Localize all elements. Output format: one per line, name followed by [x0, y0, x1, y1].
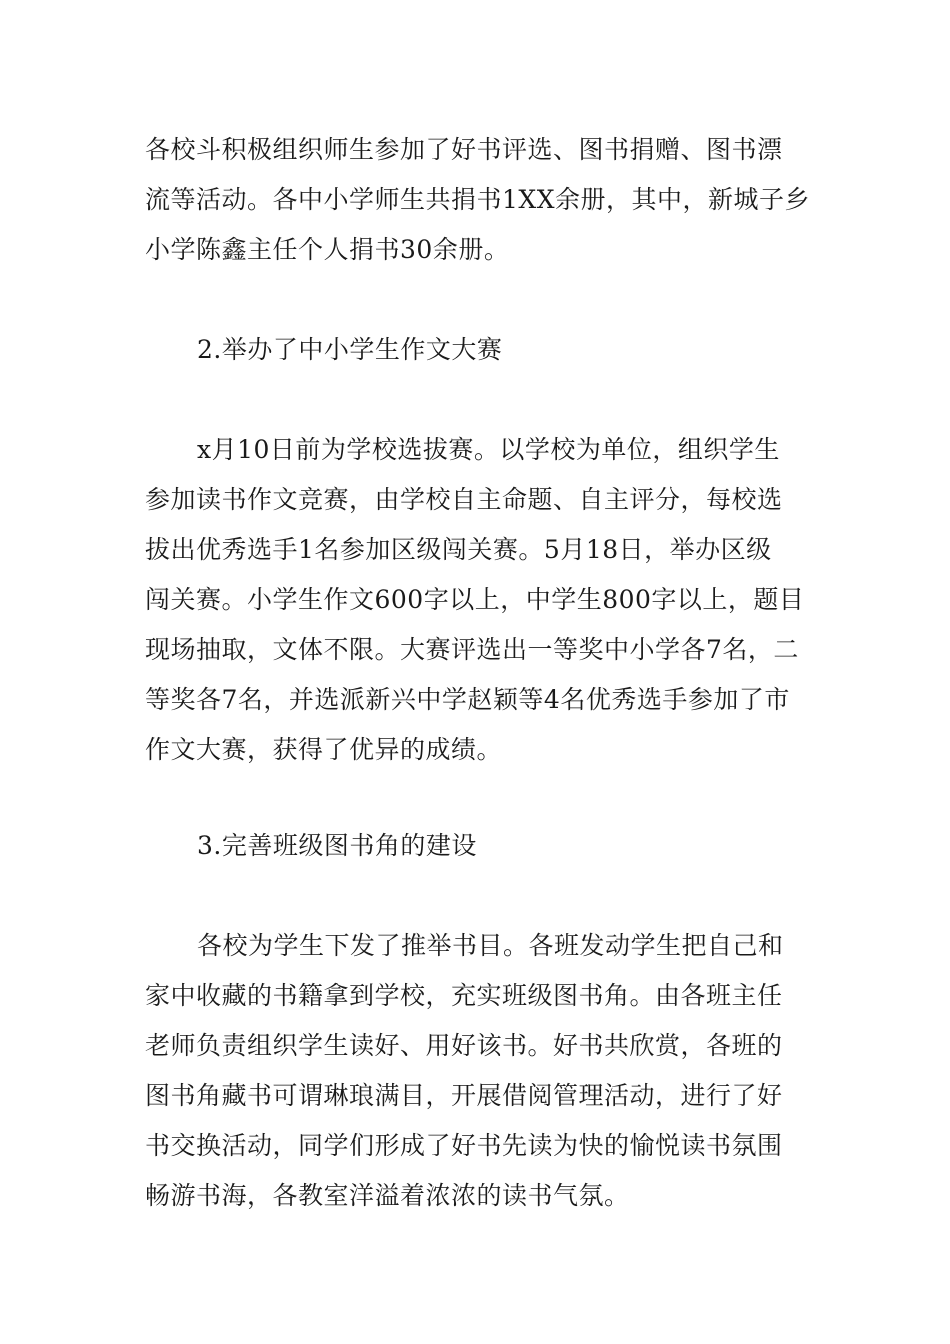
paragraph-1-line-3: 小学陈鑫主任个人捐书30余册。 — [145, 235, 510, 264]
paragraph-2-line-7: 作文大赛，获得了优异的成绩。 — [145, 735, 503, 764]
paragraph-3-line-6: 畅游书海，各教室洋溢着浓浓的读书气氛。 — [145, 1181, 630, 1210]
paragraph-2-line-1: x月10日前为学校选拔赛。以学校为单位，组织学生 — [197, 435, 780, 464]
paragraph-1-line-1: 各校斗积极组织师生参加了好书评选、图书捐赠、图书漂 — [145, 135, 783, 164]
paragraph-2-line-4: 闯关赛。小学生作文600字以上，中学生800字以上，题目 — [145, 585, 805, 614]
paragraph-3-line-4: 图书角藏书可谓琳琅满目，开展借阅管理活动，进行了好 — [145, 1081, 783, 1110]
paragraph-3-line-1: 各校为学生下发了推举书目。各班发动学生把自己和 — [197, 931, 784, 960]
paragraph-3-line-3: 老师负责组织学生读好、用好该书。好书共欣赏，各班的 — [145, 1031, 783, 1060]
paragraph-3-line-5: 书交换活动，同学们形成了好书先读为快的愉悦读书氛围 — [145, 1131, 783, 1160]
paragraph-1-line-2: 流等活动。各中小学师生共捐书1XX余册，其中，新城子乡 — [145, 185, 811, 214]
section-heading-2: 2.举办了中小学生作文大赛 — [197, 335, 503, 364]
paragraph-2-line-2: 参加读书作文竞赛，由学校自主命题、自主评分，每校选 — [145, 485, 783, 514]
section-heading-3: 3.完善班级图书角的建设 — [197, 831, 477, 860]
paragraph-2-line-5: 现场抽取，文体不限。大赛评选出一等奖中小学各7名，二 — [145, 635, 799, 664]
paragraph-3-line-2: 家中收藏的书籍拿到学校，充实班级图书角。由各班主任 — [145, 981, 783, 1010]
paragraph-2-line-3: 拔出优秀选手1名参加区级闯关赛。5月18日，举办区级 — [145, 535, 772, 564]
paragraph-2-line-6: 等奖各7名，并选派新兴中学赵颖等4名优秀选手参加了市 — [145, 685, 790, 714]
